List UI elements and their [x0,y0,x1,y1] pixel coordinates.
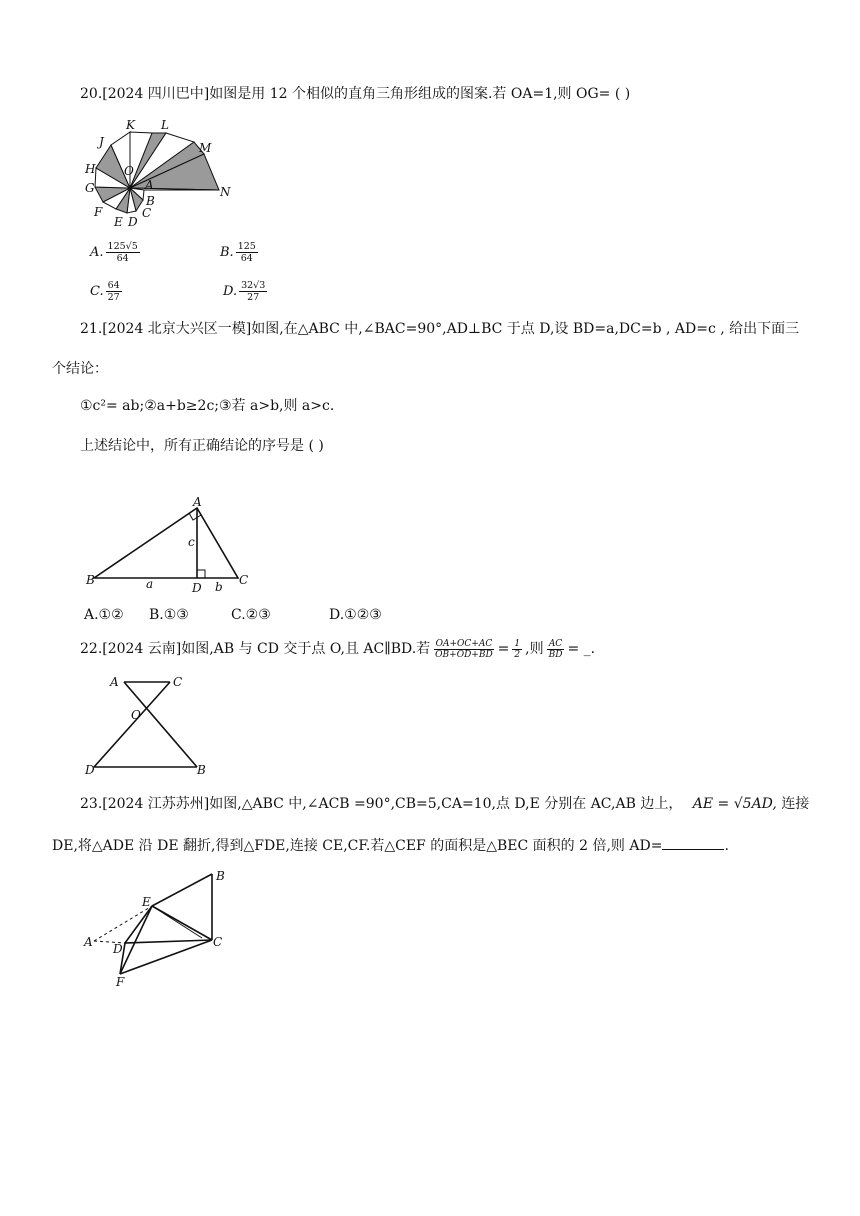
q22-label-B: B [197,763,206,777]
q23-stem-line1: 23.[2024 江苏苏州]如图,△ABC 中,∠ACB =90°,CB=5,CA=10,点 D,E 分别在 AC,AB 边上， AE = √5AD, 连接 [80,796,810,812]
q21-conclusions: ①c²= ab;②a+b≥2c;③若 a>b,则 a>c. [80,398,335,414]
q22-label-C: C [173,675,183,689]
q22-label-O: O [131,708,141,722]
q20-option-a[interactable]: A. $\frac{125√5}{64}$ [90,241,138,264]
q23-label-C: C [213,935,223,949]
q23-label-D: D [113,942,123,956]
q20-option-b[interactable]: B. $\frac{125}{64}$ [220,241,256,264]
q20-label-M: M [199,141,212,155]
q21-label-c: c [188,535,195,549]
q20-label-B: B [146,194,155,208]
q21-option-b[interactable]: B.①③ [149,607,189,623]
q21-figure [84,495,264,598]
q21-option-a[interactable]: A.①② [84,607,124,623]
q22-fraction-perimeters: $\frac{OA+OC+AC}{OB+OD+BD}$ [435,638,493,660]
q23-label-E: E [142,895,151,909]
q20-label-J: J [99,135,104,149]
q22-figure [82,673,212,778]
q20-label-E: E [114,215,123,229]
q22-fraction-half: $\frac{1}{2}$ [514,638,521,660]
q21-label-D: D [192,581,202,595]
q22-fraction-ac-bd: $\frac{AC}{BD}$ [548,638,563,660]
q20-label-C: C [142,206,152,220]
q23-label-F: F [116,975,125,989]
q21-label-b: b [215,580,223,594]
q21-option-c[interactable]: C.②③ [231,607,271,623]
q21-stem-line2: 个结论： [52,361,108,377]
q20-label-L: L [161,118,169,132]
q20-label-K: K [126,118,135,132]
q21-stem-line1: 21.[2024 北京大兴区一模]如图,在△ABC 中,∠BAC=90°,AD⊥BC 于点 D,设 BD=a,DC=b , AD=c , 给出下面三 [80,321,800,337]
q20-stem: 20.[2024 四川巴中]如图是用 12 个相似的直角三角形组成的图案.若 OA=1,则 OG= ( ) [80,86,631,102]
q20-figure [82,118,242,238]
q21-label-A: A [193,495,202,509]
q21-label-C: C [239,573,249,587]
q21-option-d[interactable]: D.①②③ [329,607,382,623]
q22-stem: 22.[2024 云南]如图,AB 与 CD 交于点 O,且 AC∥BD.若 $\frac{OA+OC+AC}{OB+OD+BD}$ = $\frac{1}{2}$ ,则 $\frac{AC}{BD}$ = _. [80,638,596,660]
q20-option-c[interactable]: C. $\frac{64}{27}$ [90,280,120,303]
q22-label-A: A [110,675,119,689]
q20-option-d[interactable]: D. $\frac{32√3}{27}$ [223,280,266,303]
q20-label-G: G [85,181,95,195]
q23-label-B: B [216,869,225,883]
q20-label-F: F [94,205,103,219]
q23-figure [82,866,242,991]
q20-label-H: H [85,162,96,176]
q23-stem-line2: DE,将△ADE 沿 DE 翻折,得到△FDE,连接 CE,CF.若△CEF 的面积是△BEC 面积的 2 倍,则 AD= . [52,835,729,855]
q21-question: 上述结论中，所有正确结论的序号是 ( ) [80,438,324,454]
q23-label-A: A [84,935,93,949]
q20-label-N: N [220,185,231,199]
q21-label-a: a [146,577,154,591]
q22-label-D: D [85,763,95,777]
q20-label-A: A [145,178,154,192]
q20-label-D: D [128,215,138,229]
q20-label-O: O [124,164,134,178]
q23-answer-blank[interactable] [662,835,724,850]
q21-label-B: B [86,573,95,587]
